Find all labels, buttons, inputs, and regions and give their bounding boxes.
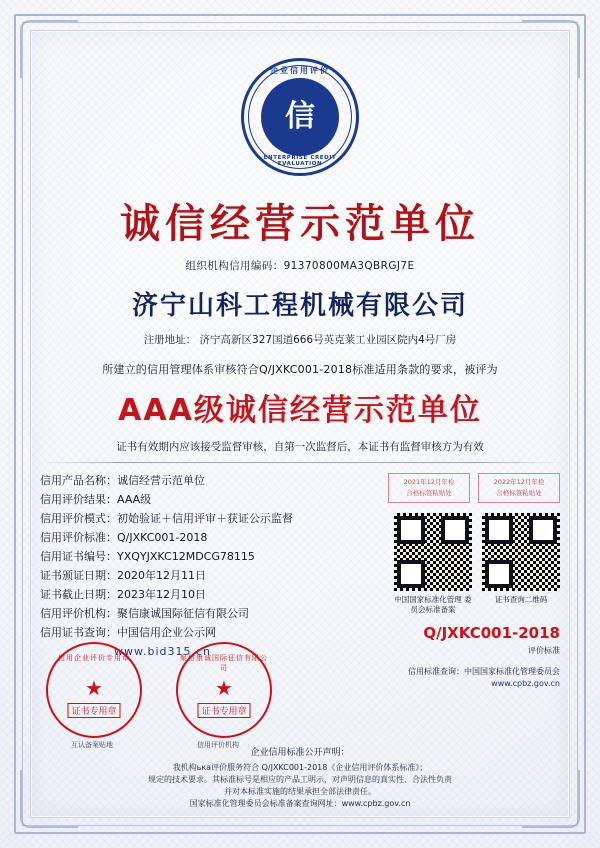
detail-row: 信用产品名称：诚信经营示范单位 — [40, 474, 205, 487]
detail-row: 证书颁证日期：2020年12月11日 — [40, 569, 206, 582]
seal-star-icon: ★ — [215, 676, 233, 700]
footer-title: 企业信用标准公开声明： — [250, 748, 350, 758]
seal-caption-2: 信用评价机构 — [197, 741, 239, 749]
seal-evaluation-agency: 聚信康诚国际征信有限公司 ★ 证书专用章 — [176, 642, 272, 738]
seal-group — [46, 642, 272, 738]
emblem-top-text: 企业信用评价 — [270, 66, 330, 75]
emblem-bottom-text: ENTERPRISE CREDIT EVALUATION — [263, 155, 337, 167]
standard-number-caption: 评价标准 — [528, 646, 560, 655]
standard-query-line: 信用标准查询：中国国家标准化管理委员会 www.cpbz.gov.cn — [408, 667, 560, 688]
annual-inspection-stamps — [374, 473, 560, 503]
annual-stamp-2022: 2022年12月年检 合格标签粘贴处 — [478, 473, 560, 503]
seal-caption-1: 互认备案贴地 — [71, 741, 113, 749]
footer-line: 国家标准化管理委员会标准备案查询网址：www.cpbz.gov.cn — [189, 799, 411, 808]
conformity-statement: 所建立的信用管理体系审核符合Q/JXKC001-2018标准适用条款的要求，被评为 — [102, 363, 498, 376]
footer-line: 规定的技术要求。其标准标号是相应的产品工明示，对声明信息的真实性、合法性负责 — [148, 775, 452, 784]
detail-row: 信用证书查询：中国信用企业公示网 — [40, 626, 216, 639]
registered-address: 注册地址： 济宁高新区327国道666号英克莱工业园区院内4号厂房 — [143, 334, 457, 346]
detail-row: 信用评价模式：初始验证＋信用评审＋获证公示监督 — [40, 512, 293, 525]
qr-caption-certificate-query: 证书查询二维码 — [494, 595, 548, 604]
page-title: 诚信经营示范单位 — [120, 201, 480, 247]
org-code-line: 组织机构信用编码：91370800MA3QBRGJ7E — [185, 260, 415, 272]
validity-note: 证书有效期内应该接受监督审核，自第一次监督后，本证书有监督审核方为有效 — [116, 441, 484, 453]
emblem-glyph: 信 — [285, 99, 315, 134]
annual-stamp-2021: 2021年12月年检 合格标签粘贴处 — [388, 473, 470, 503]
seal-credit-enterprise: 信用企业评价专用章 ★ 证书专用章 — [46, 642, 142, 738]
detail-row: 信用证书编号：YXQYJXKC12MDCG78115 — [40, 550, 255, 563]
detail-row: 信用评价结果：AAA级 — [40, 493, 152, 506]
detail-row: 信用评价机构：聚信康诚国际征信有限公司 — [40, 607, 249, 620]
footer-declaration — [40, 747, 560, 810]
qr-caption-standard-filing: 中国国家标准化管理 委员会标准备案 — [394, 595, 472, 614]
detail-row: 证书截止日期：2023年12月10日 — [40, 588, 206, 601]
credit-evaluation-emblem — [241, 58, 359, 176]
divider — [40, 462, 560, 463]
qr-code-standard-filing[interactable] — [394, 513, 472, 591]
emblem-star-icon: ★ — [296, 143, 304, 152]
standard-query-url[interactable]: www.cpbz.gov.cn — [491, 679, 560, 688]
footer-line: 并对本标准实施的结果承担全部法律责任。 — [224, 787, 376, 796]
qr-code-certificate-query[interactable] — [482, 513, 560, 591]
detail-row: 信用评价标准：Q/JXKC001-2018 — [40, 531, 208, 544]
seal-star-icon: ★ — [85, 676, 103, 700]
query-website[interactable]: www.bid315.cn — [114, 645, 212, 658]
standard-number: Q/JXKC001-2018 — [423, 624, 560, 642]
grade-title: AAA级诚信经营示范单位 — [118, 393, 482, 428]
footer-line: 我机构ька评价服务符合 Q/JXKC001-2018《企业信用评价体系标准》； — [172, 763, 428, 772]
company-name: 济宁山科工程机械有限公司 — [131, 291, 468, 321]
